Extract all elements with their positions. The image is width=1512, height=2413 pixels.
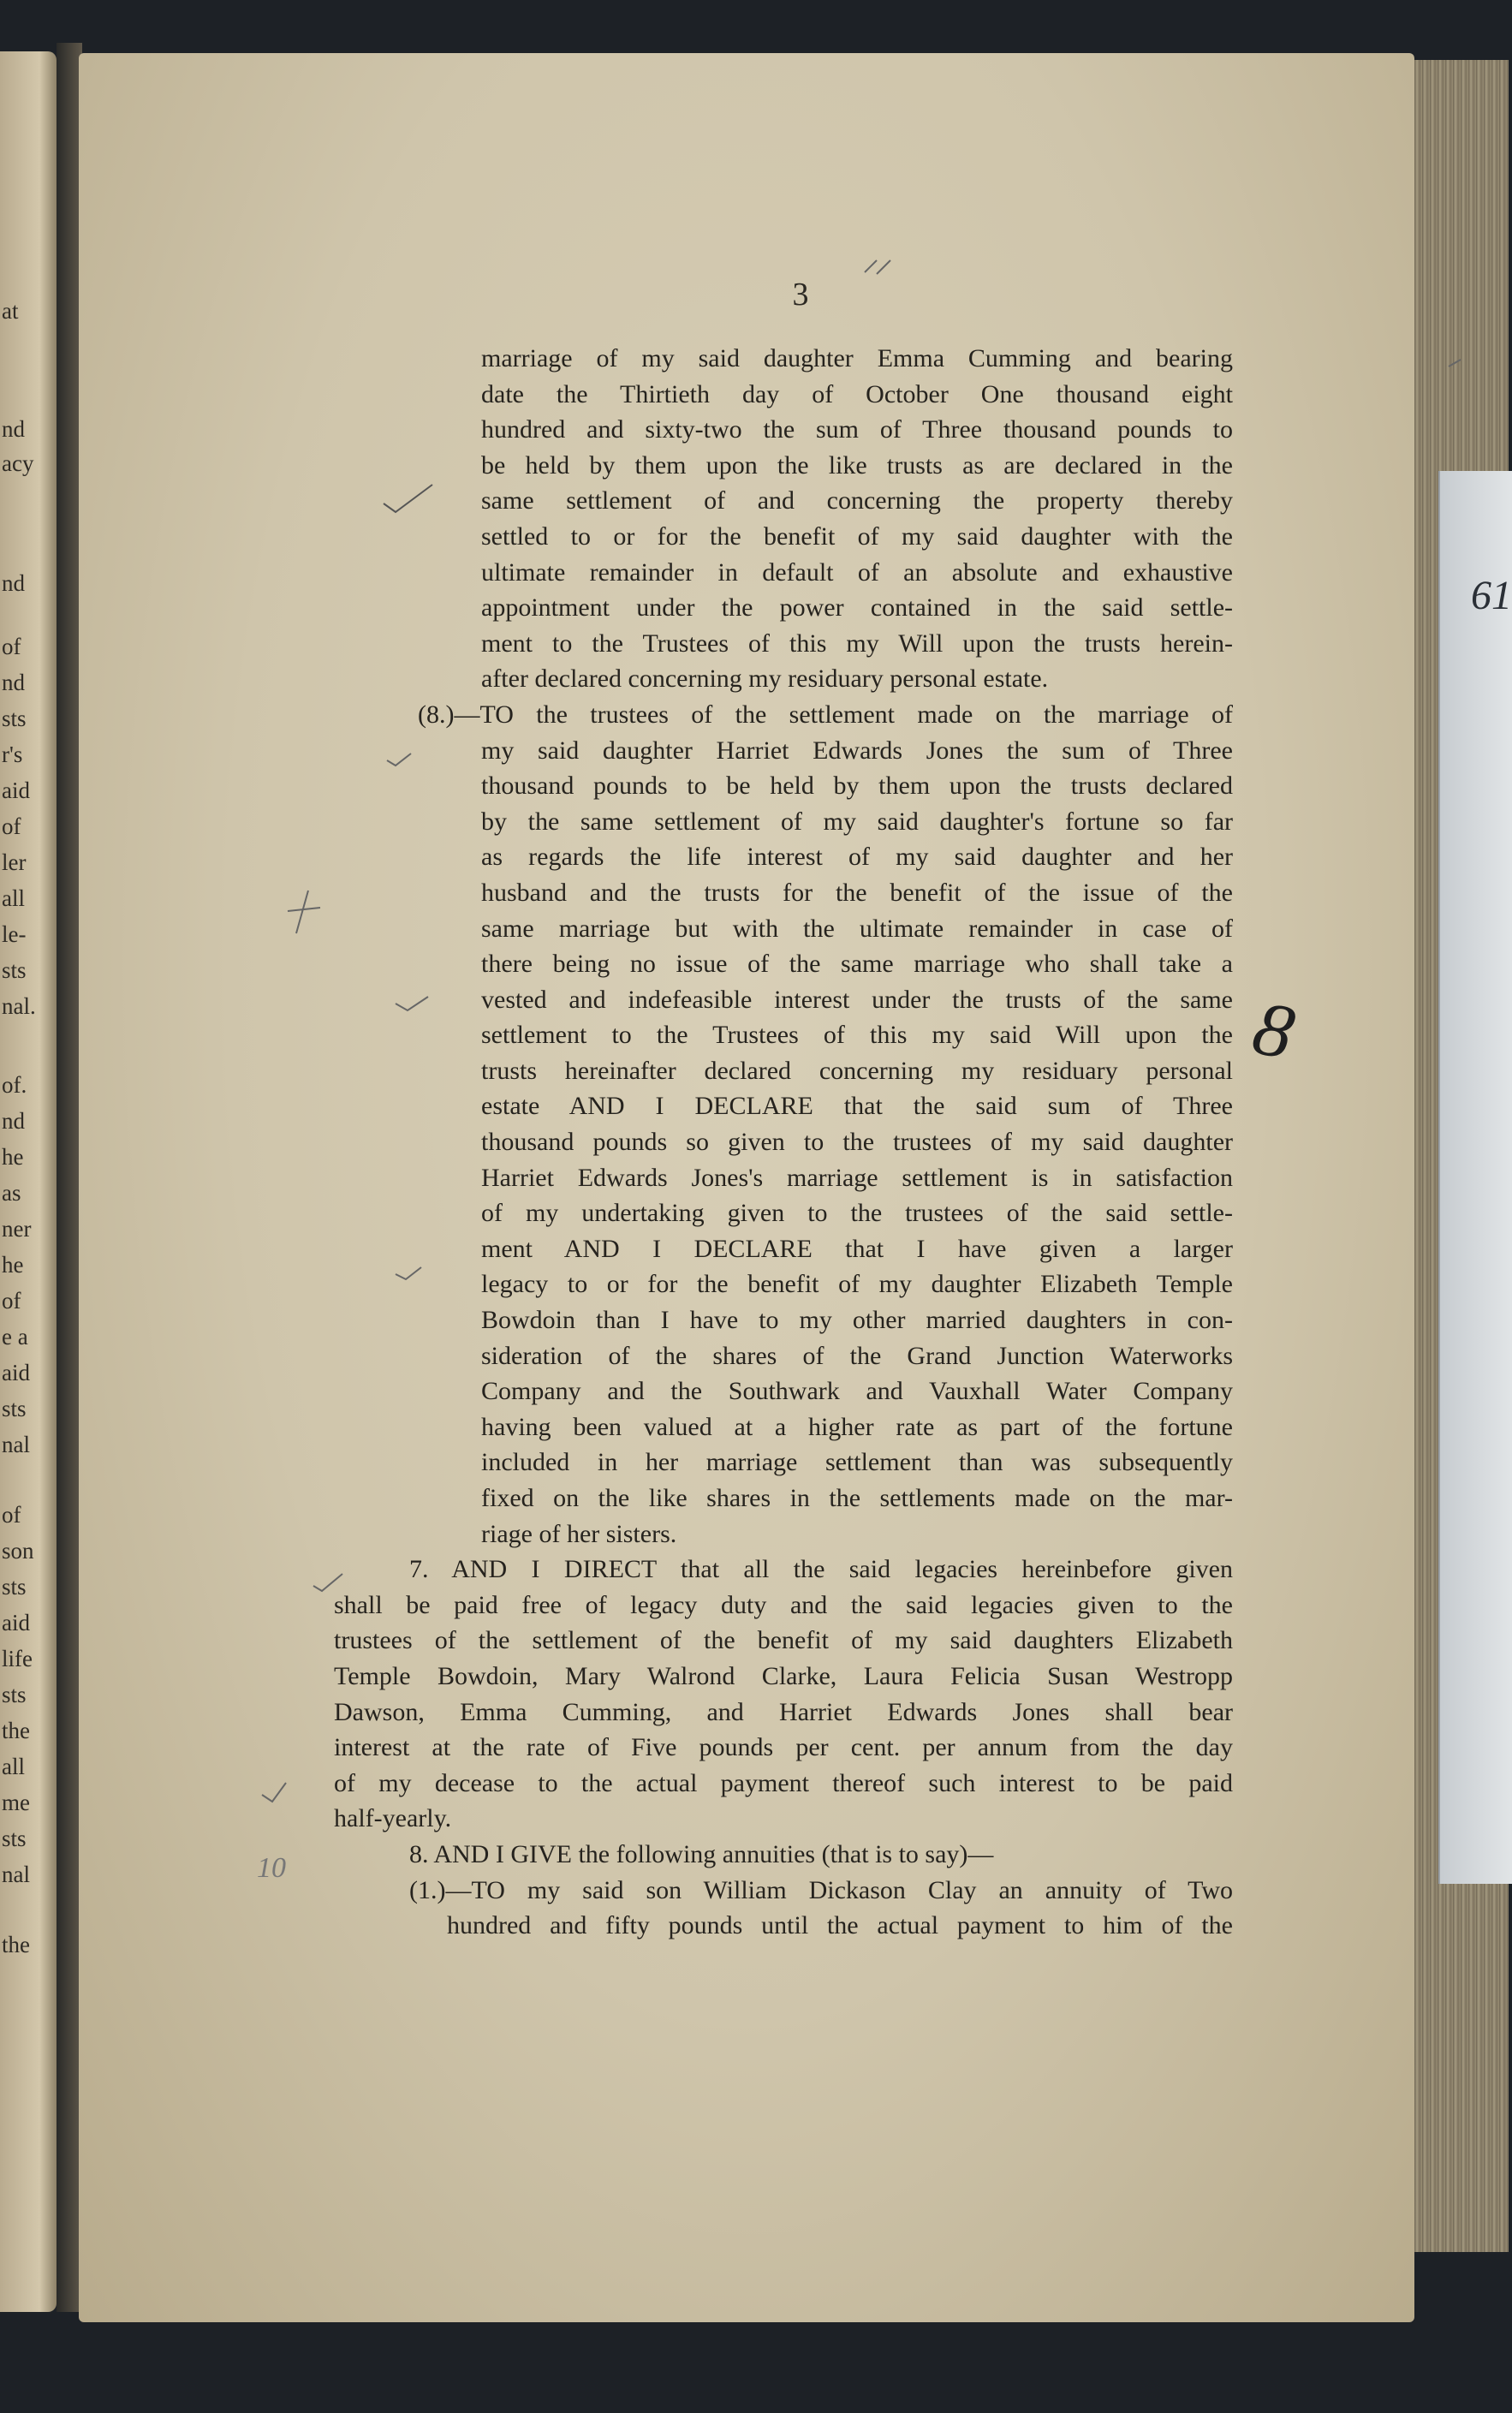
left-page-fragment: of: [2, 813, 21, 839]
text-line: same settlement of and concerning the property thereby: [481, 486, 1233, 515]
left-page-fragment: sts: [2, 706, 27, 731]
left-page-fragment: nal: [2, 1432, 30, 1457]
text-line: legacy to or for the benefit of my daughter Elizabeth Temple: [481, 1270, 1233, 1299]
text-line: thousand pounds to be held by them upon the trusts declared: [481, 772, 1233, 801]
text-line: be held by them upon the like trusts as are declared in the: [481, 450, 1233, 480]
left-page-fragment: all: [2, 1754, 25, 1779]
left-page-fragment: he: [2, 1252, 24, 1278]
left-page-fragment: sts: [2, 1396, 27, 1421]
left-page-fragment: r's: [2, 742, 23, 767]
left-page-fragment: of.: [2, 1072, 27, 1098]
left-page-fragment: aid: [2, 778, 30, 803]
left-page-fragment: of: [2, 634, 21, 659]
text-line: 8. AND I GIVE the following annuities (that is to say)—: [409, 1839, 994, 1868]
text-line: by the same settlement of my said daughter's fortune so far: [481, 807, 1233, 836]
left-page-fragment: sts: [2, 1574, 27, 1600]
text-line: after declared concerning my residuary personal estate.: [481, 664, 1049, 694]
text-line: of my decease to the actual payment thereof such interest to be paid: [334, 1768, 1233, 1797]
text-line: interest at the rate of Five pounds per cent. per annum from the day: [334, 1733, 1233, 1762]
text-line: there being no issue of the same marriage who shall take a: [481, 950, 1233, 979]
left-page-fragment: nd: [2, 570, 25, 596]
tab-note: 61: [1471, 573, 1512, 618]
text-line: date the Thirtieth day of October One thousand eight: [481, 379, 1233, 408]
body-text: [334, 341, 1233, 1944]
left-page-fragment: as: [2, 1180, 21, 1206]
text-line: ment to the Trustees of this my Will upon the trusts herein-: [481, 629, 1233, 658]
text-line: estate AND I DECLARE that the said sum of Three: [481, 1092, 1233, 1121]
text-line: settlement to the Trustees of this my said Will upon the: [481, 1021, 1233, 1050]
left-page-fragment: sts: [2, 957, 27, 983]
left-page-fragment: ner: [2, 1216, 32, 1242]
text-line: (1.)—TO my said son William Dickason Clay an annuity of Two: [409, 1875, 1233, 1904]
left-page-fragment: sts: [2, 1826, 27, 1851]
left-page-fragment: son: [2, 1538, 34, 1564]
left-page-fragment: of: [2, 1288, 21, 1314]
left-page-fragment: aid: [2, 1610, 30, 1635]
text-line: vested and indefeasible interest under the trusts of the same: [481, 985, 1233, 1014]
page-number: 3: [792, 277, 809, 313]
left-page-fragment: nal.: [2, 993, 36, 1019]
left-page-fragment: he: [2, 1144, 24, 1170]
text-line: Dawson, Emma Cumming, and Harriet Edwards Jones shall bear: [334, 1697, 1233, 1726]
text-line: fixed on the like shares in the settlements made on the mar-: [481, 1484, 1233, 1512]
text-line: (8.)—TO the trustees of the settlement made on the marriage of: [418, 700, 1233, 729]
text-line: Bowdoin than I have to my other married daughters in con-: [481, 1306, 1233, 1335]
text-line: 7. AND I DIRECT that all the said legacies hereinbefore given: [409, 1555, 1233, 1584]
index-tab: [1438, 471, 1512, 1884]
left-page-fragment: e a: [2, 1324, 28, 1349]
left-page-fragment: me: [2, 1790, 30, 1815]
text-line: having been valued at a higher rate as part of the fortune: [481, 1412, 1233, 1441]
text-line: husband and the trusts for the benefit of the issue of the: [481, 878, 1233, 907]
left-page-fragment: the: [2, 1932, 30, 1957]
margin-number-ten: 10: [257, 1852, 286, 1884]
left-page-fragment: at: [2, 298, 19, 324]
text-line: thousand pounds so given to the trustees of my said daughter: [481, 1128, 1233, 1157]
text-line: appointment under the power contained in the said settle-: [481, 593, 1233, 623]
left-page-fragment: nal: [2, 1862, 30, 1887]
left-page-fragment: the: [2, 1718, 30, 1743]
text-line: riage of her sisters.: [481, 1519, 677, 1548]
left-page-fragment: acy: [2, 450, 34, 476]
left-page-fragment: sts: [2, 1682, 27, 1707]
text-line: my said daughter Harriet Edwards Jones the sum of Three: [481, 736, 1233, 765]
text-line: same marriage but with the ultimate remainder in case of: [481, 914, 1233, 943]
text-line: ment AND I DECLARE that I have given a larger: [481, 1234, 1233, 1263]
text-line: half-yearly.: [334, 1804, 452, 1833]
left-page-fragment: nd: [2, 1108, 25, 1134]
text-line: ultimate remainder in default of an absolute and exhaustive: [481, 557, 1233, 587]
left-page-fragment: nd: [2, 416, 25, 442]
text-line: settled to or for the benefit of my said daughter with the: [481, 521, 1233, 551]
text-line: marriage of my said daughter Emma Cumming and bearing: [481, 344, 1233, 372]
left-page-edge: [0, 51, 57, 2312]
text-line: shall be paid free of legacy duty and the said legacies given to the: [334, 1590, 1233, 1619]
text-line: of my undertaking given to the trustees of the said settle-: [481, 1199, 1233, 1228]
text-line: trusts hereinafter declared concerning my residuary personal: [481, 1056, 1233, 1085]
text-line: Harriet Edwards Jones's marriage settlement is in satisfaction: [481, 1163, 1233, 1192]
text-line: hundred and fifty pounds until the actual payment to him of the: [447, 1911, 1233, 1940]
text-line: trustees of the settlement of the benefit of my said daughters Elizabeth: [334, 1626, 1233, 1655]
left-page-fragment: le-: [2, 921, 27, 947]
text-line: sideration of the shares of the Grand Junction Waterworks: [481, 1341, 1233, 1370]
margin-number-eight: 8: [1246, 985, 1301, 1076]
left-page-fragment: life: [2, 1646, 33, 1671]
left-page-fragment: all: [2, 885, 25, 911]
text-line: Temple Bowdoin, Mary Walrond Clarke, Laura Felicia Susan Westropp: [334, 1661, 1233, 1690]
left-page-fragment: aid: [2, 1360, 30, 1385]
left-page-fragment: ler: [2, 849, 27, 875]
text-line: hundred and sixty-two the sum of Three thousand pounds to: [481, 415, 1233, 444]
left-page-fragment: of: [2, 1502, 21, 1528]
text-line: included in her marriage settlement than was subsequently: [481, 1448, 1233, 1477]
text-line: as regards the life interest of my said daughter and her: [481, 843, 1233, 872]
text-line: Company and the Southwark and Vauxhall Water Company: [481, 1377, 1233, 1406]
left-page-fragment: nd: [2, 670, 25, 695]
